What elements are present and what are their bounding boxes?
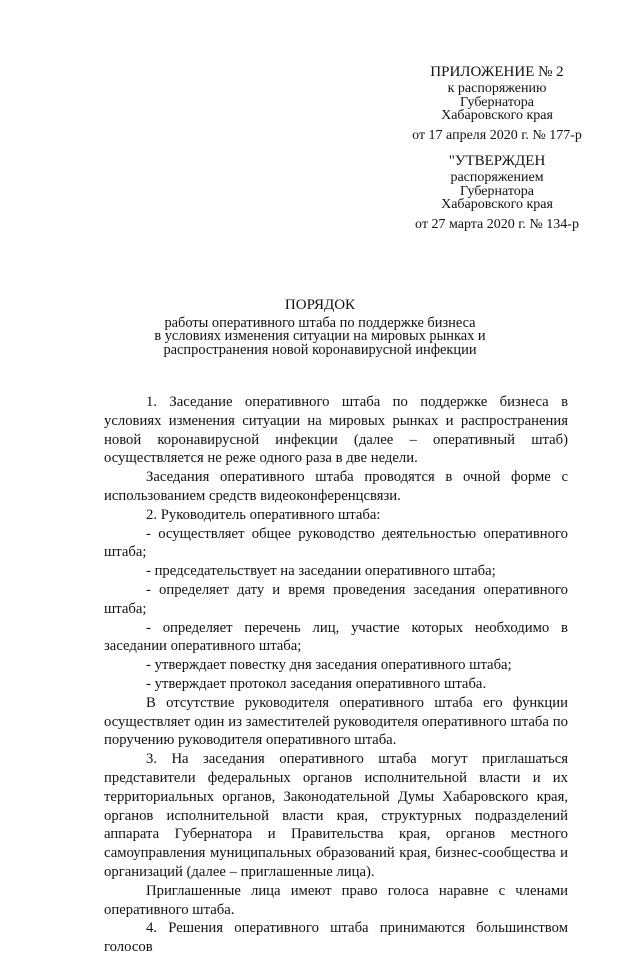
approval-line-1: распоряжением xyxy=(450,170,544,185)
paragraph-deputy: В отсутствие руководителя оперативного штаба его функции осуществляет один из заместителей руководителя оперативного штаба по поручению руководителя оперативного штаба. xyxy=(104,694,568,749)
appendix-line-2: Губернатора xyxy=(459,94,535,110)
appendix-title: ПРИЛОЖЕНИЕ № 2 xyxy=(430,64,564,80)
approval-line-2: Губернатора xyxy=(459,183,535,199)
list-item-agenda: - утверждает повестку дня заседания оперативного штаба; xyxy=(146,657,512,674)
paragraph-2: Заседания оперативного штаба проводятся в очной форме с использованием средств видеоконференцсвязи. xyxy=(104,469,568,504)
approval-stamp xyxy=(372,151,622,234)
approval-line-3: Хабаровского края xyxy=(441,197,553,212)
subtitle-line-2: в условиях изменения ситуации на мировых рынках и xyxy=(154,328,486,345)
list-item-protocol: - утверждает протокол заседания оперативного штаба. xyxy=(146,675,487,692)
paragraph-3-invitees: 3. На заседания оперативного штаба могут приглашаться представители федеральных органов исполнительной власти и их территориальных органов, Законодательной Думы Хабаровского края, органов исполнительной власти края, структурных подразделений аппарата Губернатора и Правительства края, органов местного самоуправления муниципальных образований края, бизнес-сообщества и организаций (далее – приглашенные лица). xyxy=(104,751,568,880)
paragraph-4-decisions: 4. Решения оперативного штаба принимаются большинством голосов xyxy=(104,920,568,956)
subtitle-line-1: работы оперативного штаба по поддержке бизнеса xyxy=(164,315,476,331)
list-item-date-time: - определяет дату и время проведения заседания оперативного штаба; xyxy=(104,581,568,617)
paragraph-1: 1. Заседание оперативного штаба по поддержке бизнеса в условиях изменения ситуации на мировых рынках и распространения новой коронавирусной инфекции (далее – оперативный штаб) осуществляется не реже одного раза в две недели. xyxy=(104,394,568,467)
list-item-participants: - определяет перечень лиц, участие которых необходимо в заседании оперативного штаба; xyxy=(104,619,568,655)
appendix-line-3: Хабаровского края xyxy=(441,108,553,123)
appendix-header xyxy=(372,62,622,145)
paragraph-voting-rights: Приглашенные лица имеют право голоса наравне с членами оперативного штаба. xyxy=(104,882,568,918)
approval-date: от 27 марта 2020 г. № 134-р xyxy=(415,216,579,232)
document-subtitle xyxy=(90,317,550,357)
document-title: ПОРЯДОК xyxy=(284,297,356,313)
approval-title: "УТВЕРЖДЕН xyxy=(448,153,546,169)
appendix-date: от 17 апреля 2020 г. № 177-р xyxy=(412,127,582,143)
list-item-general-management: - осуществляет общее руководство деятельностью оперативного штаба; xyxy=(104,525,568,561)
document-body xyxy=(104,393,568,957)
paragraph-3: 2. Руководитель оперативного штаба: xyxy=(146,506,381,523)
list-item-presides: - председательствует на заседании оперативного штаба; xyxy=(146,563,496,580)
appendix-line-1: к распоряжению xyxy=(447,81,547,96)
subtitle-line-3: распространения новой коронавирусной инфекции xyxy=(163,341,477,358)
